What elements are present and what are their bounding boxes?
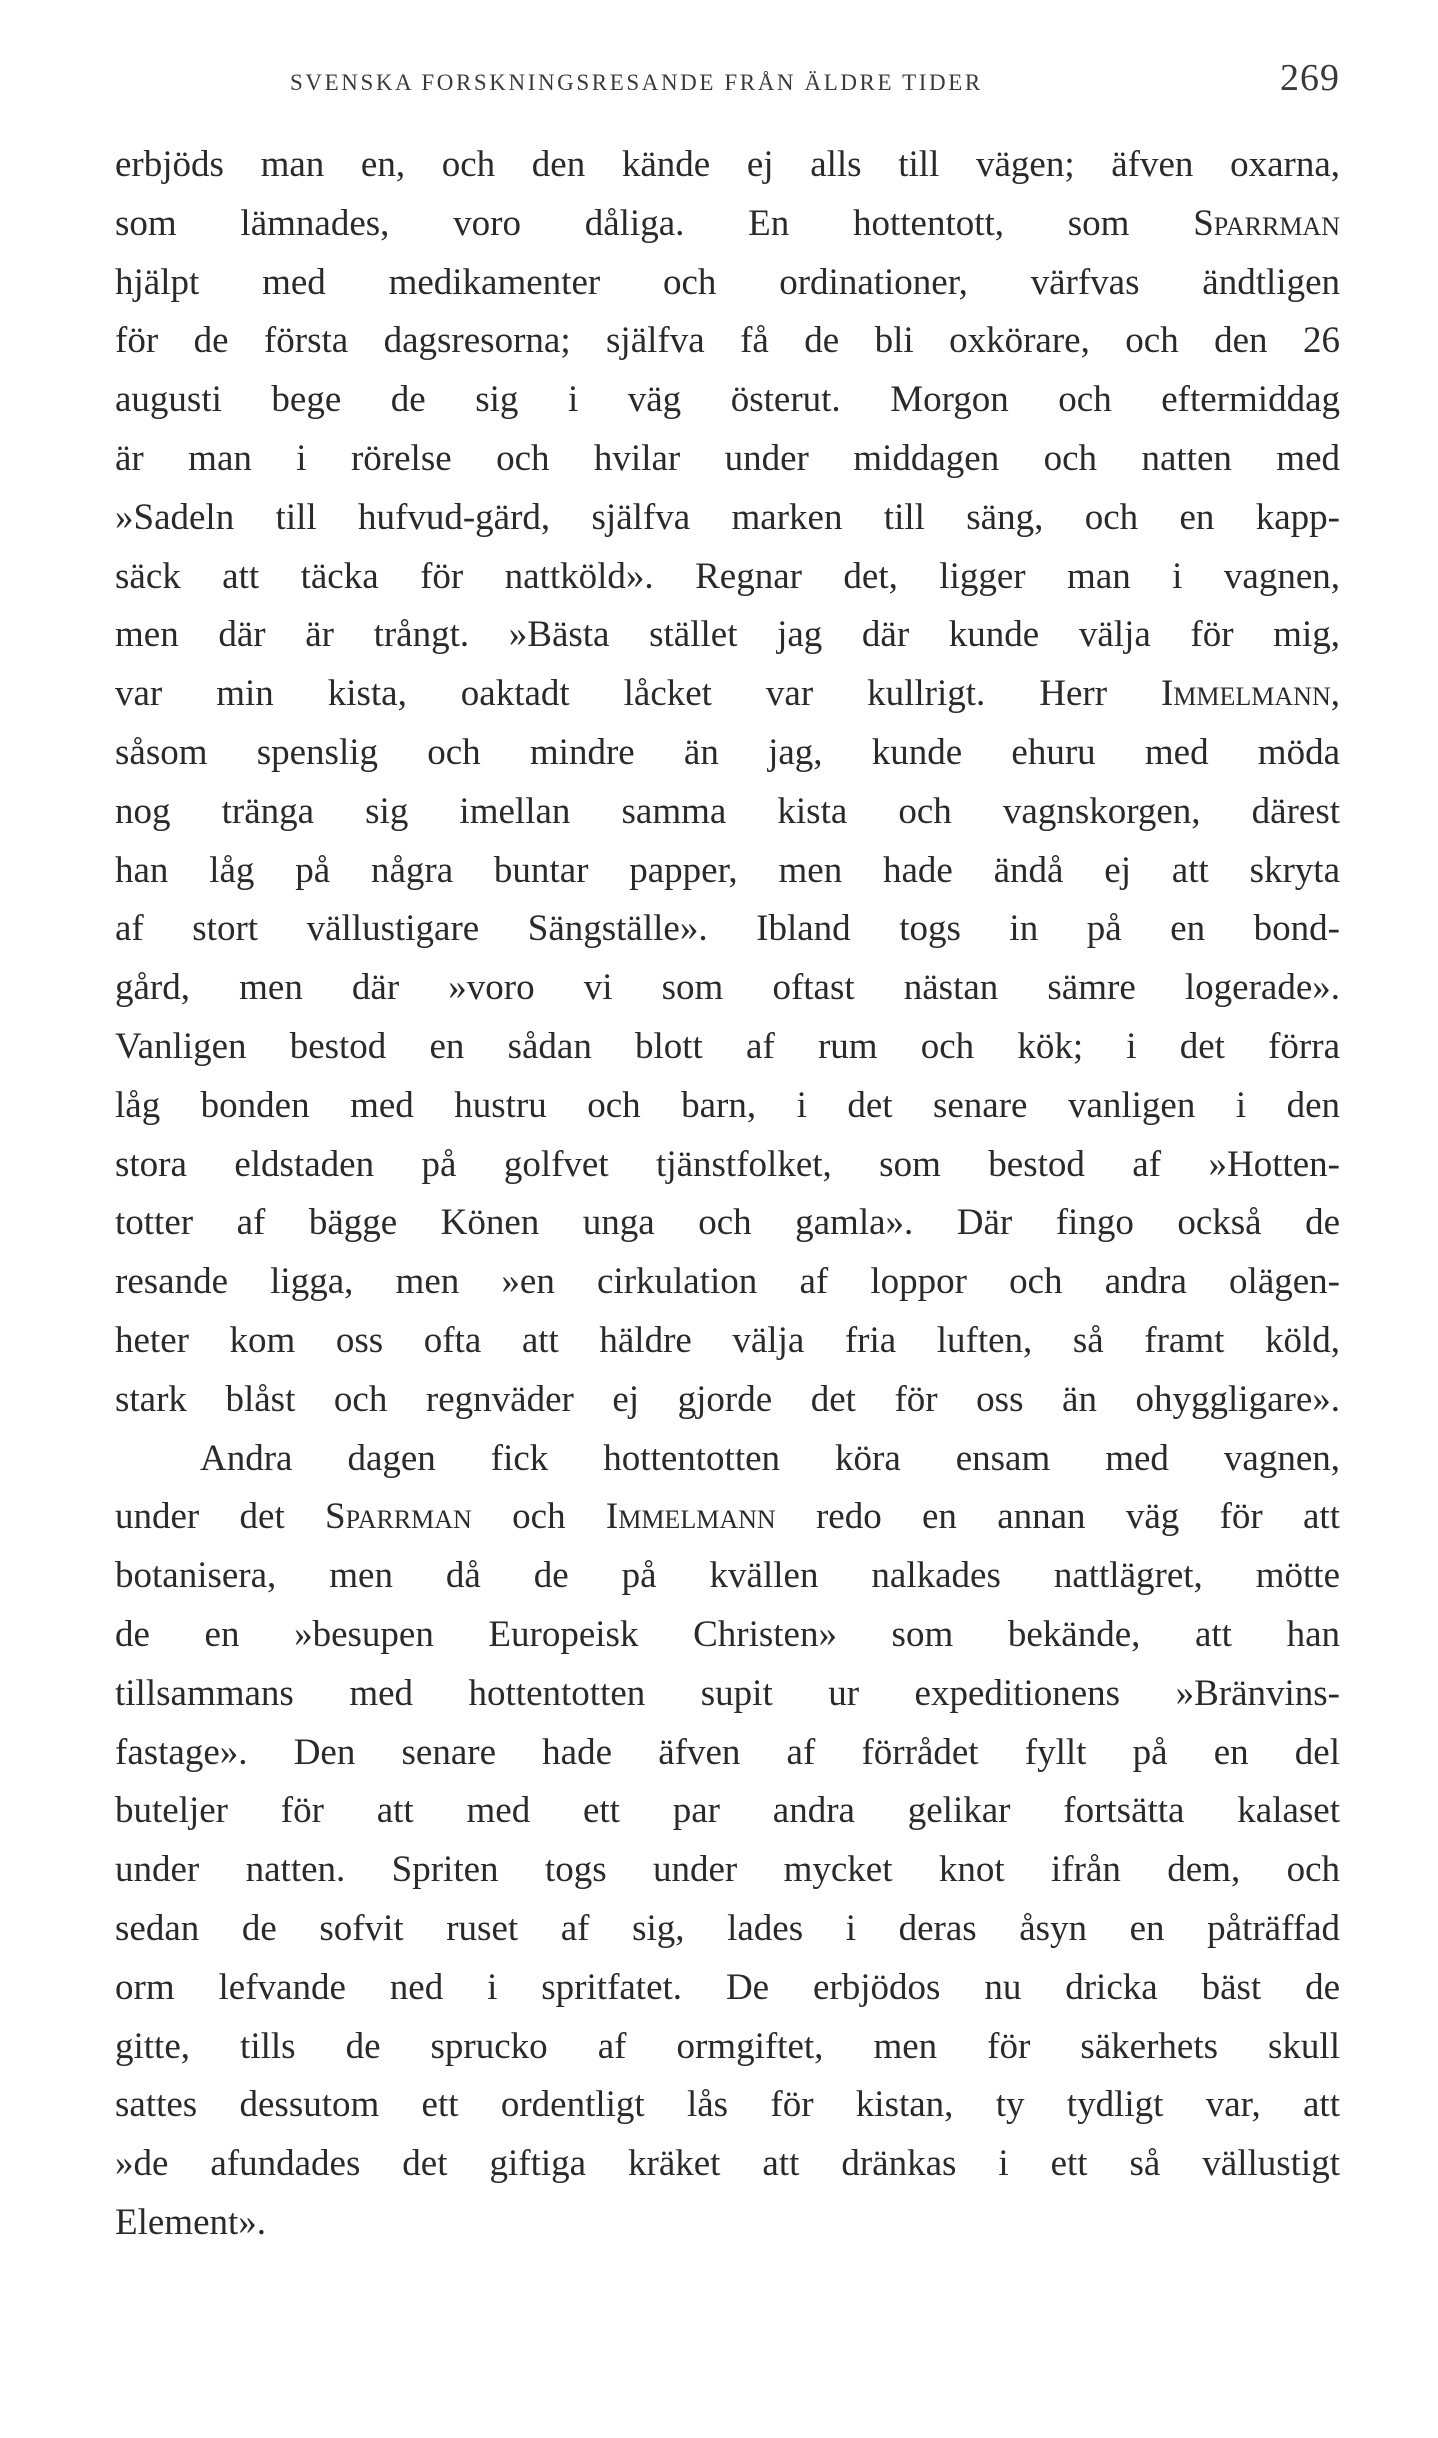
text-line [115,1959,1340,2018]
text-line [115,665,1340,724]
text-line [115,1547,1340,1606]
text-segment: Element». [115,2201,267,2243]
text-line [115,900,1340,959]
text-segment: totter af bägge Könen unga och gamla». Där fingo också de [115,1202,1340,1244]
text-segment: , [1330,673,1340,715]
text-segment: Andra dagen fick hottentotten köra ensam med vagnen, [200,1437,1340,1479]
text-segment: låg bonden med hustru och barn, i det senare vanligen i den [115,1084,1340,1126]
text-segment: erbjöds man en, och den kände ej alls till vägen; äfven oxarna, [115,144,1340,185]
text-segment: och [471,1496,606,1538]
text-segment: tillsammans med hottentotten supit ur expeditionens »Bränvins- [115,1672,1340,1714]
text-segment: sedan de sofvit ruset af sig, lades i deras åsyn en påträffad [115,1907,1340,1949]
text-segment: botanisera, men då de på kvällen nalkades nattlägret, mötte [115,1555,1340,1597]
text-line [115,312,1340,371]
text-segment: redo en annan väg för att [775,1496,1340,1538]
small-caps-name: Sparrman [1193,202,1340,244]
body-text [115,136,1340,2253]
text-line [115,1724,1340,1783]
text-line [115,1253,1340,1312]
text-line [115,2135,1340,2194]
text-line [115,136,1340,195]
text-line [115,1312,1340,1371]
text-line [115,2076,1340,2135]
text-line [115,606,1340,665]
text-line [115,783,1340,842]
text-line [115,548,1340,607]
text-segment: sattes dessutom ett ordentligt lås för kistan, ty tydligt var, att [115,2084,1340,2126]
text-segment: under det [115,1496,326,1538]
small-caps-name: Immelmann [1160,673,1331,715]
text-segment: »de afundades det giftiga kräket att dränkas i ett så vällustigt [115,2143,1340,2185]
text-segment: under natten. Spriten togs under mycket knot ifrån dem, och [115,1849,1340,1891]
text-line [115,1900,1340,1959]
text-line [115,489,1340,548]
text-segment: de en »besupen Europeisk Christen» som bekände, att han [115,1613,1340,1655]
text-line [115,842,1340,901]
text-line [115,1018,1340,1077]
text-segment: stark blåst och regnväder ej gjorde det för oss än ohyggligare». [115,1378,1340,1420]
running-header-title: SVENSKA FORSKNINGSRESANDE FRÅN ÄLDRE TIDER [290,70,983,95]
text-line [115,1488,1340,1547]
text-segment: för de första dagsresorna; själfva få de bli oxkörare, och den 26 [115,320,1340,362]
text-line [115,254,1340,313]
text-line [115,1077,1340,1136]
text-segment: gitte, tills de sprucko af ormgiftet, men för säkerhets skull [115,2025,1340,2067]
text-line [115,1371,1340,1430]
text-segment: buteljer för att med ett par andra gelikar fortsätta kalaset [115,1790,1340,1832]
text-segment: Vanligen bestod en sådan blott af rum och kök; i det förra [115,1025,1340,1067]
text-line [115,1136,1340,1195]
text-segment: nog tränga sig imellan samma kista och vagnskorgen, därest [115,790,1340,832]
text-segment: gård, men där »voro vi som oftast nästan sämre logerade». [115,967,1340,1009]
text-line [115,1841,1340,1900]
page-number: 269 [1280,57,1340,99]
text-segment: hjälpt med medikamenter och ordinationer, värfvas ändtligen [115,261,1340,303]
text-segment: heter kom oss ofta att häldre välja fria luften, så framt köld, [115,1319,1340,1361]
text-line [115,371,1340,430]
text-line [115,1606,1340,1665]
text-segment: säck att täcka för nattköld». Regnar det, ligger man i vagnen, [115,555,1340,597]
text-segment: stora eldstaden på golfvet tjänstfolket, som bestod af »Hotten- [115,1143,1340,1185]
text-segment: af stort vällustigare Sängställe». Ibland togs in på en bond- [115,908,1340,950]
small-caps-name: Sparrman [325,1496,472,1538]
text-segment: orm lefvande ned i spritfatet. De erbjödos nu dricka bäst de [115,1966,1340,2008]
text-segment: fastage». Den senare hade äfven af förrådet fyllt på en del [115,1731,1340,1773]
text-segment: men där är trångt. »Bästa stället jag där kunde välja för mig, [115,614,1340,656]
text-line [115,724,1340,783]
text-segment: såsom spenslig och mindre än jag, kunde ehuru med möda [115,731,1340,773]
text-line [115,959,1340,1018]
text-line [115,2018,1340,2077]
text-segment: han låg på några buntar papper, men hade ändå ej att skryta [115,849,1340,891]
text-line [115,430,1340,489]
text-segment: som lämnades, voro dåliga. En hottentott, som [115,202,1194,244]
text-segment: augusti bege de sig i väg österut. Morgon och eftermiddag [115,379,1340,421]
text-segment: resande ligga, men »en cirkulation af loppor och andra olägen- [115,1261,1340,1303]
text-line [115,1430,1340,1489]
text-line [115,195,1340,254]
text-line [115,2194,1340,2253]
text-segment: är man i rörelse och hvilar under middagen och natten med [115,437,1340,479]
small-caps-name: Immelmann [605,1496,776,1538]
text-line [115,1782,1340,1841]
text-line [115,1194,1340,1253]
text-segment: »Sadeln till hufvud-gärd, själfva marken till säng, och en kapp- [115,496,1340,538]
text-segment: var min kista, oaktadt låcket var kullrigt. Herr [115,673,1161,715]
text-line [115,1665,1340,1724]
running-header [290,56,1340,99]
